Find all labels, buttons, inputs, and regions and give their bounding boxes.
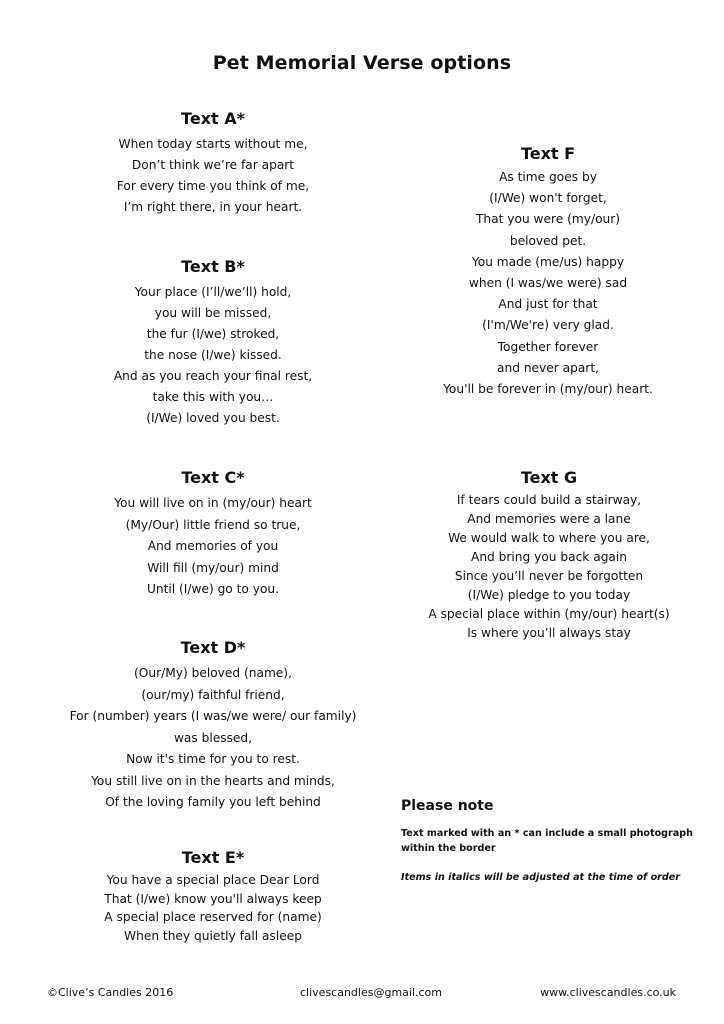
verse-line: And as you reach your final rest, — [113, 369, 313, 383]
page-title: Pet Memorial Verse options — [212, 52, 512, 74]
verse-heading: Text B* — [181, 257, 245, 276]
verse-line: That (I/we) know you'll always keep — [104, 891, 322, 906]
verse-line: (our/my) faithful friend, — [141, 687, 285, 702]
verse-line: was blessed, — [173, 730, 253, 745]
verse-line: If tears could build a stairway, — [456, 493, 642, 507]
verse-line: When they quietly fall asleep — [124, 928, 302, 943]
verse-line: A special place within (my/our) heart(s) — [428, 607, 670, 621]
verse-line: We would walk to where you are, — [448, 531, 650, 545]
verse-lines — [428, 167, 668, 400]
verse-heading: Text C* — [181, 468, 245, 487]
verse-line: you will be missed, — [154, 306, 272, 320]
verse-lines — [88, 134, 338, 218]
verse-line: For (number) years (I was/we were/ our family) — [69, 709, 357, 723]
verse-line: (I/We) loved you best. — [146, 411, 280, 425]
verse-text-a — [88, 109, 338, 218]
verse-line: You still live on in the hearts and minds, — [91, 773, 335, 788]
verse-line: the fur (I/we) stroked, — [146, 327, 280, 341]
verse-text-b — [68, 257, 358, 429]
verse-line: Since you’ll never be forgotten — [454, 569, 644, 583]
verse-line: That you were (my/our) — [475, 212, 621, 227]
verse-text-f — [428, 144, 668, 400]
note-heading: Please note — [401, 798, 494, 814]
verse-line: (My/Our) little friend so true, — [125, 517, 301, 532]
verse-line: And bring you back again — [470, 550, 628, 564]
footer-copyright: ©Clive’s Candles 2016 — [47, 986, 174, 999]
note-italics-text: Items in italics will be adjusted at the time of order — [401, 872, 680, 883]
verse-line: beloved pet. — [509, 233, 587, 248]
verse-text-g — [418, 468, 680, 643]
verse-line: And memories were a lane — [467, 512, 631, 526]
verse-text-d — [48, 638, 378, 814]
verse-line: And just for that — [498, 297, 598, 312]
verse-line: when (I was/we were) sad — [468, 276, 628, 291]
verse-line: Your place (I’ll/we’ll) hold, — [134, 285, 292, 299]
verse-line: When today starts without me, — [118, 137, 308, 151]
footer-email: clivescandles@gmail.com — [300, 986, 443, 999]
verse-line: For every time you think of me, — [116, 179, 310, 193]
verse-line: (I/We) won't forget, — [489, 191, 607, 206]
verse-heading: Text F — [520, 144, 576, 163]
please-note-box — [401, 798, 701, 885]
verse-heading: Text D* — [180, 638, 246, 657]
verse-line: take this with you… — [152, 390, 274, 404]
verse-lines — [68, 282, 358, 429]
note-photo-text: Text marked with an * can include a small photograph within the border — [401, 828, 693, 854]
verse-line: You made (me/us) happy — [471, 254, 625, 269]
verse-heading: Text E* — [181, 848, 245, 867]
verse-heading: Text G — [520, 468, 578, 487]
verse-line: As time goes by — [499, 170, 597, 184]
verse-lines — [78, 493, 348, 601]
verse-line: (I/We) pledge to you today — [467, 588, 631, 602]
verse-line: the nose (I/we) kissed. — [144, 348, 282, 362]
verse-line: (I'm/We're) very glad. — [482, 318, 614, 333]
verse-line: You have a special place Dear Lord — [106, 873, 320, 887]
verse-lines — [418, 491, 680, 643]
verse-line: (Our/My) beloved (name), — [134, 666, 292, 680]
verse-line: Until (I/we) go to you. — [146, 582, 280, 596]
verse-line: I’m right there, in your heart. — [123, 200, 303, 214]
verse-text-c — [78, 468, 348, 601]
verse-line: A special place reserved for (name) — [104, 910, 322, 924]
verse-lines — [78, 871, 348, 945]
verse-line: You'll be forever in (my/our) heart. — [443, 382, 653, 397]
verse-line: Of the loving family you left behind — [105, 795, 321, 809]
verse-line: and never apart, — [497, 360, 599, 375]
verse-heading: Text A* — [181, 109, 245, 128]
verse-text-e — [78, 848, 348, 945]
verse-line: Don’t think we’re far apart — [131, 158, 295, 172]
verse-line: Will fill (my/our) mind — [147, 560, 279, 575]
verse-line: Together forever — [497, 339, 599, 354]
verse-line: You will live on in (my/our) heart — [114, 496, 312, 510]
verse-line: And memories of you — [147, 539, 279, 553]
verse-line: Now it's time for you to rest. — [126, 752, 300, 766]
verse-line: Is where you’ll always stay — [467, 626, 631, 640]
footer-website: www.clivescandles.co.uk — [540, 986, 676, 999]
verse-lines — [48, 663, 378, 814]
